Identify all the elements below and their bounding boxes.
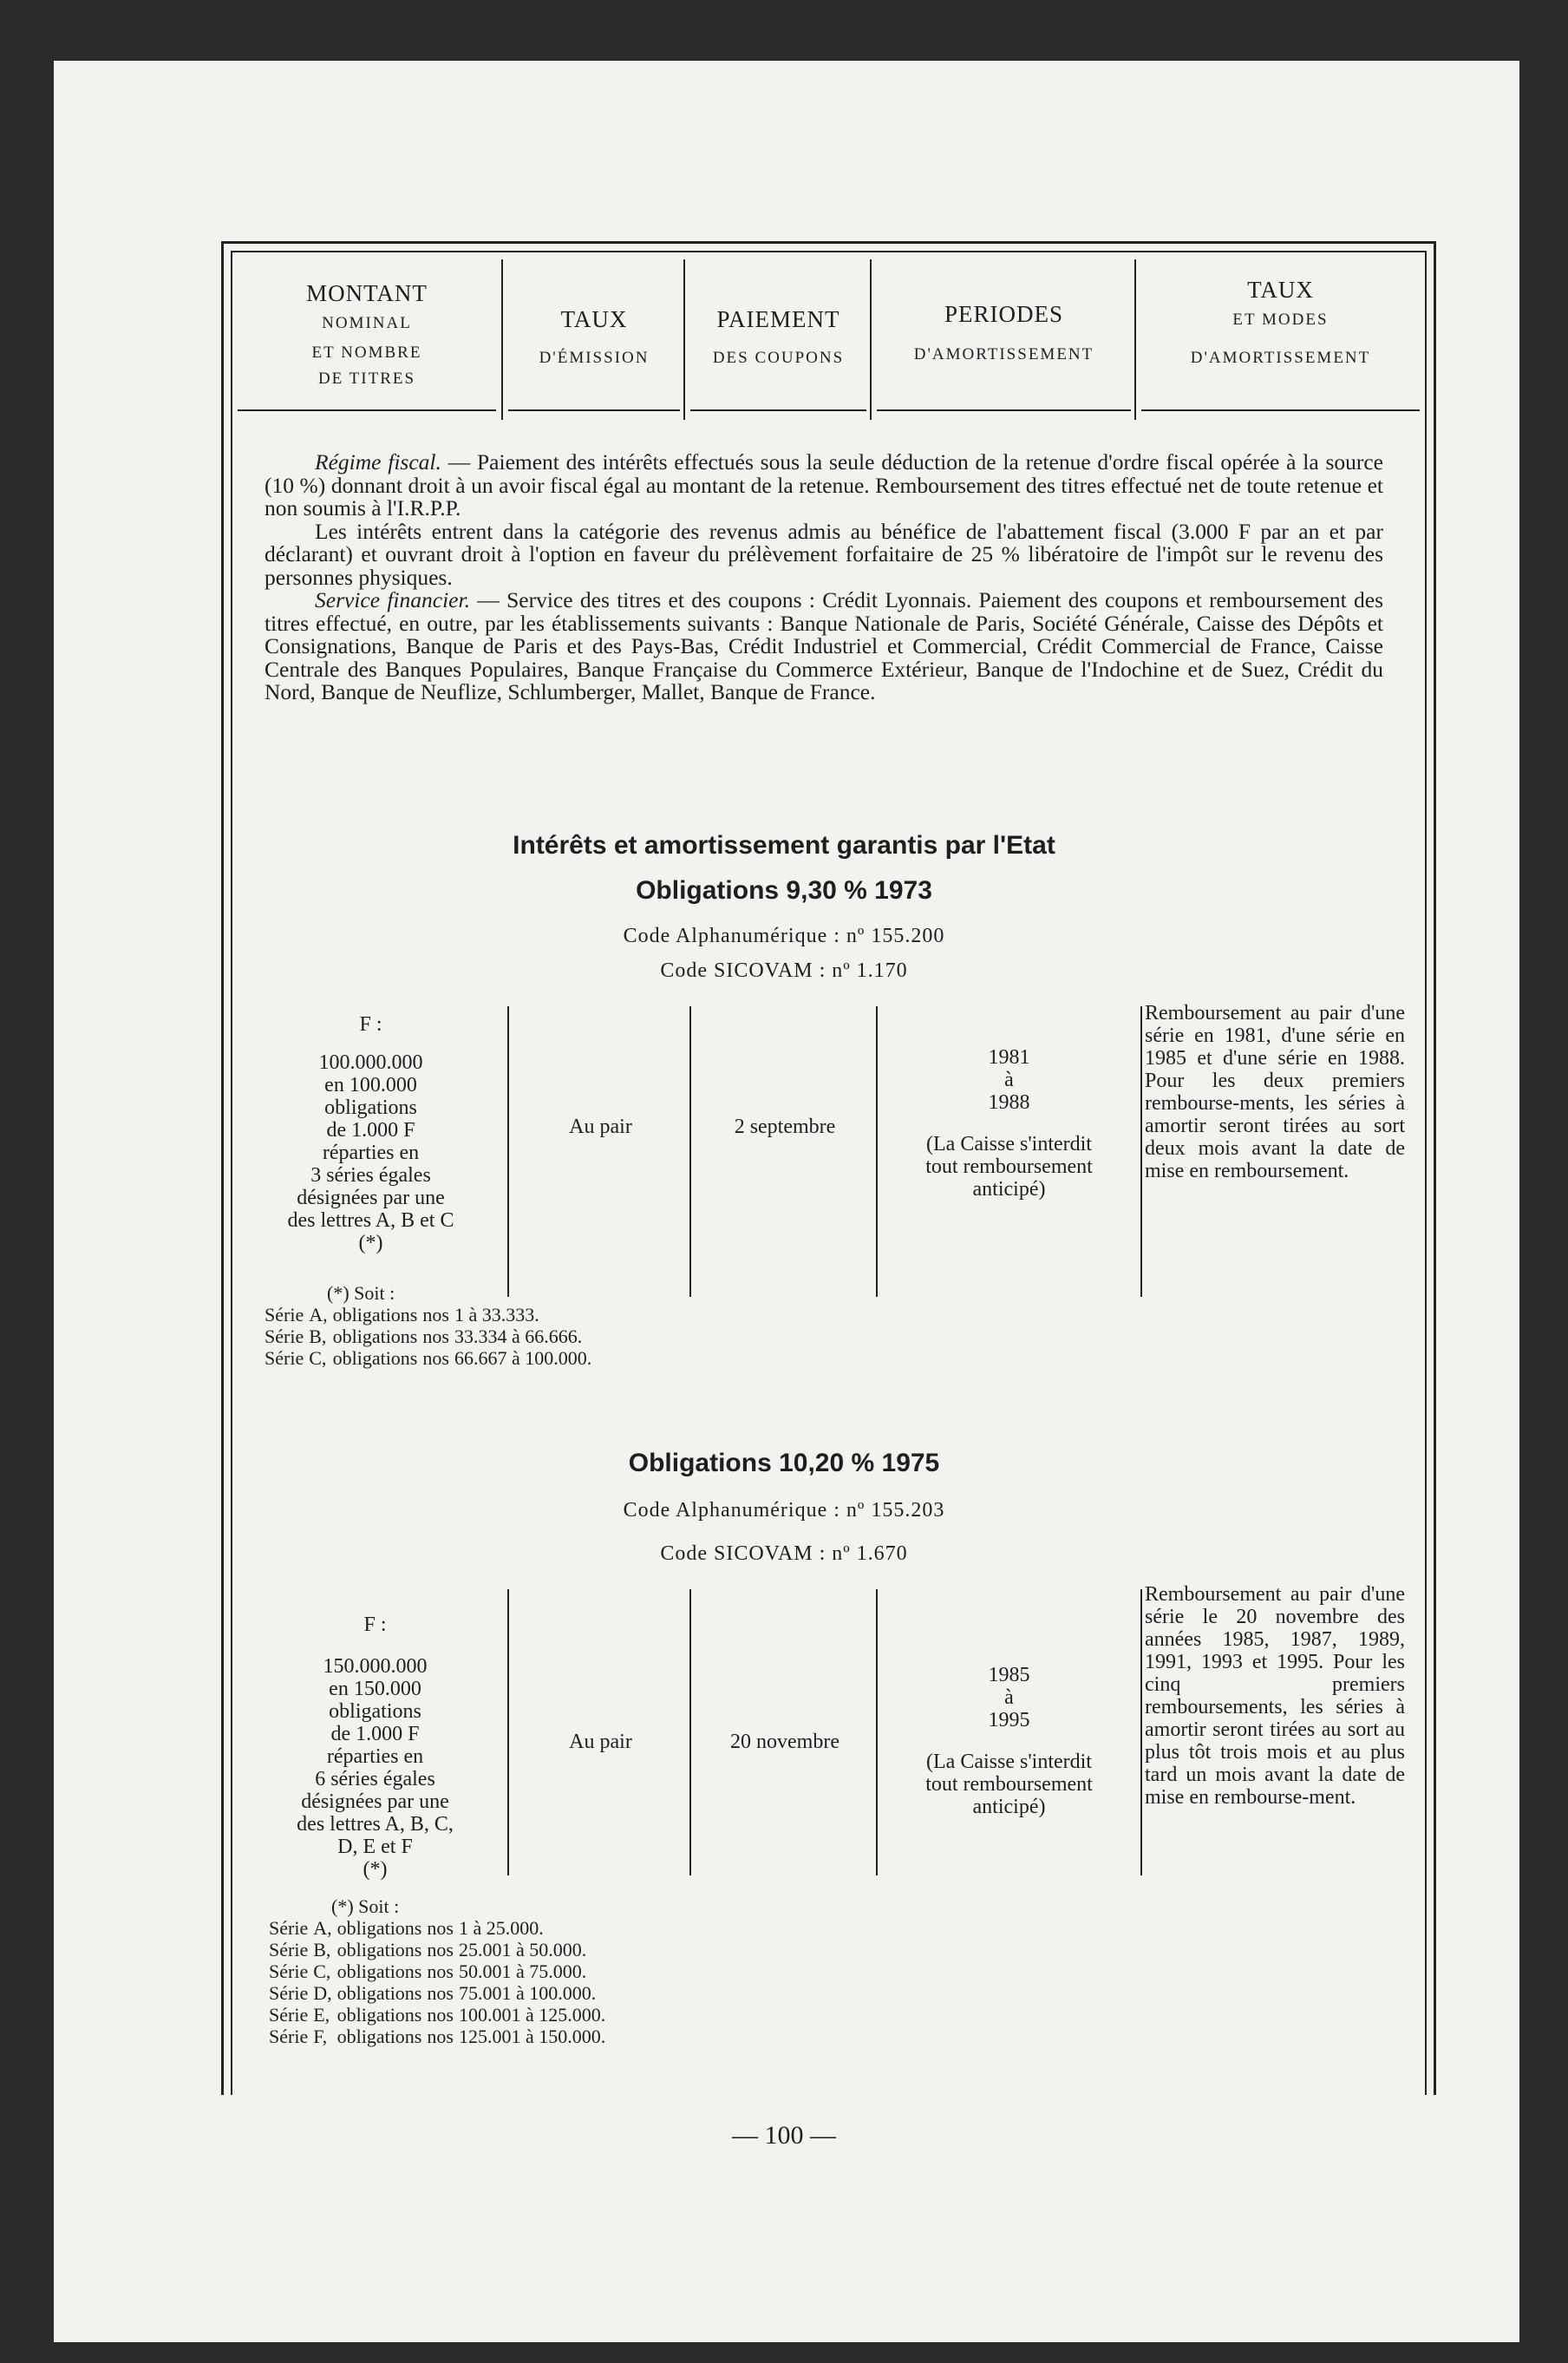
regime-line	[265, 451, 1383, 520]
regime-text1: — Paiement des intérêts effectués sous la seule déduction de la retenue d'ordre fiscal opérée à la source (10 %) donnant droit à un avoir fiscal égal au montant de la retenue. Remboursement des titres effectué net de toute retenue et non soumis à l'I.R.P.P.	[265, 449, 1383, 520]
notes-cell: 25.001 à 50.000.	[458, 1939, 587, 1960]
notes-cell: B,	[309, 1326, 327, 1347]
header-paiement-l1: PAIEMENT	[716, 306, 840, 332]
ob1975-notes-title: (*) Soit :	[331, 1895, 400, 1917]
table-row	[269, 1982, 611, 2004]
header-taux-l1: TAUX	[560, 306, 628, 332]
header-montant-l4: DE TITRES	[317, 370, 416, 388]
notes-cell: 125.001 à 150.000.	[458, 2026, 606, 2047]
header-rule	[508, 409, 680, 411]
section-title: Intérêts et amortissement garantis par l'Etat	[513, 831, 1055, 860]
column-divider	[689, 1589, 691, 1875]
ob1973-montant-line: des lettres A, B et C	[287, 1209, 454, 1232]
notes-cell: obligations	[336, 1960, 422, 1982]
header-periodes-l2: D'AMORTISSEMENT	[913, 345, 1094, 363]
notes-cell: Série	[269, 1917, 309, 1939]
ob1973-montant	[238, 1013, 503, 1254]
notes-cell: obligations	[332, 1304, 418, 1326]
notes-cell: Série	[269, 1939, 309, 1960]
ob1973-montant-line: en 100.000	[324, 1074, 417, 1096]
header-rule	[1141, 409, 1420, 411]
table-row	[269, 1960, 611, 1982]
ob1973-periodes-line: à	[1004, 1069, 1014, 1091]
ob1973-periodes	[878, 1046, 1140, 1201]
ob1975-periodes-line: tout remboursement	[925, 1773, 1093, 1796]
notes-cell: obligations	[336, 2026, 422, 2047]
regime-fiscal-paragraph	[265, 451, 1383, 704]
notes-cell: F,	[313, 2026, 328, 2047]
ob1973-code-alpha: Code Alphanumérique : nº 155.200	[623, 925, 945, 947]
ob1973-montant-line: réparties en	[322, 1142, 420, 1164]
column-divider	[507, 1589, 509, 1875]
column-divider	[1140, 1006, 1142, 1297]
notes-cell: E,	[313, 2004, 330, 2026]
ob1975-montant-line: (*)	[363, 1858, 388, 1881]
ob1975-montant-line: de 1.000 F	[330, 1723, 420, 1745]
ob1975-code-sicovam: Code SICOVAM : nº 1.670	[660, 1542, 908, 1565]
header-montant-l3: ET NOMBRE	[311, 344, 422, 362]
ob1973-montant-line: obligations	[324, 1096, 417, 1119]
page-number: — 100 —	[732, 2121, 836, 2150]
notes-cell: nos	[427, 1917, 454, 1939]
header-paiement	[683, 259, 872, 420]
column-divider	[689, 1006, 691, 1297]
notes-cell: Série	[265, 1304, 304, 1326]
ob1973-notes-title: (*) Soit :	[327, 1282, 395, 1304]
notes-cell: 100.001 à 125.000.	[458, 2004, 606, 2026]
notes-cell: A,	[313, 1917, 332, 1939]
table-row	[269, 2026, 611, 2047]
ob1975-montant-line: F :	[363, 1614, 387, 1636]
header-periodes-l1: PERIODES	[944, 301, 1063, 327]
notes-cell: nos	[427, 2004, 454, 2026]
notes-cell: D,	[313, 1982, 332, 2004]
notes-cell: obligations	[332, 1347, 418, 1369]
notes-cell: obligations	[336, 1917, 422, 1939]
ob1975-montant-line: obligations	[329, 1700, 421, 1723]
notes-cell: obligations	[336, 1939, 422, 1960]
notes-cell: nos	[427, 1982, 454, 2004]
service-text: — Service des titres et des coupons : Crédit Lyonnais. Paiement des coupons et remboursement des titres effectué, en outre, par les établissements suivants : Banque Nationale de Paris, Société Générale, Caisse des Dépôts et Consignations, Banque de Paris et des Pays-Bas, Crédit Industriel et Commercial, Crédit Commercial de France, Caisse Centrale des Banques Populaires, Banque Française du Commerce Extérieur, Banque de l'Indochine et de Suez, Crédit du Nord, Banque de Neuflize, Schlumberger, Mallet, Banque de France.	[265, 587, 1383, 704]
ob1973-periodes-line: (La Caisse s'interdit	[926, 1133, 1092, 1155]
column-divider	[507, 1006, 509, 1297]
regime-label: Régime fiscal.	[315, 449, 441, 475]
ob1975-notes-table	[269, 1917, 611, 2047]
ob1975-modes: Remboursement au pair d'une série le 20 novembre des années 1985, 1987, 1989, 1991, 1993 et 1995. Pour les cinq premiers remboursements, les séries à amortir seront tirées au sort au plus tôt trois mois et au plus tard un mois avant la date de mise en rembourse-ment.	[1145, 1583, 1405, 1809]
notes-cell: C,	[309, 1347, 327, 1369]
notes-cell: A,	[309, 1304, 328, 1326]
notes-cell: 66.667 à 100.000.	[454, 1347, 592, 1369]
notes-cell: obligations	[332, 1326, 418, 1347]
ob1973-montant-line: 100.000.000	[318, 1051, 423, 1074]
ob1973-periodes-line: 1988	[988, 1091, 1030, 1114]
ob1973-modes: Remboursement au pair d'une série en 1981, d'une série en 1985 et d'une série en 1988. Pour les deux premiers rembourse-ments, les séries à amortir seront tirées au sort deux mois avant la date de mise en remboursement.	[1145, 1002, 1405, 1182]
ob1973-montant-line: désignées par une	[297, 1187, 445, 1209]
ob1973-notes	[265, 1282, 597, 1369]
header-modes-l3: D'AMORTISSEMENT	[1190, 349, 1371, 367]
ob1973-montant-line: (*)	[358, 1232, 383, 1254]
notes-cell: nos	[422, 1326, 449, 1347]
ob1973-montant-line: 3 séries égales	[310, 1164, 431, 1187]
ob1975-periodes	[878, 1664, 1140, 1818]
notes-cell: Série	[269, 1960, 309, 1982]
ob1975-code-alpha: Code Alphanumérique : nº 155.203	[623, 1499, 945, 1522]
notes-cell: nos	[427, 2026, 454, 2047]
notes-cell: nos	[422, 1347, 449, 1369]
table-row	[269, 2004, 611, 2026]
header-modes	[1134, 259, 1425, 420]
ob1973-notes-table	[265, 1304, 597, 1369]
notes-cell: nos	[427, 1960, 454, 1982]
service-label: Service financier.	[315, 587, 470, 612]
notes-cell: 33.334 à 66.666.	[454, 1326, 583, 1347]
notes-cell: nos	[422, 1304, 449, 1326]
header-montant-l1: MONTANT	[306, 280, 428, 306]
notes-cell: 50.001 à 75.000.	[458, 1960, 587, 1982]
ob1973-coupons: 2 septembre	[734, 1116, 836, 1138]
ob1975-montant-line: 150.000.000	[323, 1655, 428, 1678]
ob1975-montant-line: désignées par une	[301, 1790, 449, 1813]
notes-cell: Série	[269, 1982, 309, 2004]
notes-cell: nos	[427, 1939, 454, 1960]
notes-cell: 75.001 à 100.000.	[458, 1982, 597, 2004]
service-line	[265, 589, 1383, 704]
header-montant	[232, 259, 501, 420]
header-montant-l2: NOMINAL	[322, 314, 412, 332]
ob1975-periodes-line: à	[1004, 1686, 1014, 1709]
table-row	[265, 1326, 597, 1347]
ob1975-montant-line: des lettres A, B, C,	[297, 1813, 454, 1836]
ob1973-periodes-line: tout remboursement	[925, 1155, 1093, 1178]
ob1975-periodes-line: 1995	[988, 1709, 1030, 1731]
ob1973-code-sicovam: Code SICOVAM : nº 1.170	[660, 959, 908, 982]
header-modes-l2: ET MODES	[1232, 311, 1329, 329]
ob1973-title: Obligations 9,30 % 1973	[636, 876, 932, 905]
table-row	[265, 1304, 597, 1326]
notes-cell: 1 à 25.000.	[458, 1917, 544, 1939]
table-row	[265, 1347, 597, 1369]
ob1975-notes	[269, 1895, 611, 2047]
header-rule	[877, 409, 1131, 411]
table-row	[269, 1917, 611, 1939]
ob1975-montant-line: en 150.000	[329, 1678, 421, 1700]
ob1975-montant	[243, 1614, 507, 1881]
ob1973-periodes-line: 1981	[988, 1046, 1030, 1069]
ob1975-periodes-line: 1985	[988, 1664, 1030, 1686]
column-divider	[1140, 1589, 1142, 1875]
notes-cell: Série	[265, 1347, 304, 1369]
header-taux-emission	[501, 259, 685, 420]
ob1975-coupons: 20 novembre	[730, 1731, 840, 1753]
header-rule	[238, 409, 496, 411]
regime-text2: Les intérêts entrent dans la catégorie des revenus admis au bénéfice de l'abattement fiscal (3.000 F par an et par déclarant) et ouvrant droit à l'option en faveur du prélèvement forfaitaire de 25 % libératoire de l'impôt sur le revenu des personnes physiques.	[265, 518, 1383, 590]
ob1975-periodes-line: anticipé)	[972, 1796, 1046, 1818]
ob1973-montant-line: F :	[359, 1013, 382, 1036]
ob1975-periodes-line: (La Caisse s'interdit	[926, 1751, 1092, 1773]
ob1975-montant-line: réparties en	[326, 1745, 424, 1768]
notes-cell: Série	[269, 2004, 309, 2026]
ob1973-periodes-line: anticipé)	[972, 1178, 1046, 1201]
header-paiement-l2: DES COUPONS	[712, 349, 845, 367]
header-modes-l1: TAUX	[1247, 277, 1314, 303]
header-rule	[690, 409, 866, 411]
notes-cell: obligations	[336, 1982, 422, 2004]
notes-cell: obligations	[336, 2004, 422, 2026]
notes-cell: 1 à 33.333.	[454, 1304, 539, 1326]
ob1973-montant-line: de 1.000 F	[326, 1119, 415, 1142]
header-periodes	[870, 259, 1136, 420]
notes-cell: Série	[265, 1326, 304, 1347]
ob1975-montant-line: D, E et F	[337, 1836, 413, 1858]
notes-cell: C,	[313, 1960, 331, 1982]
ob1975-taux: Au pair	[569, 1731, 632, 1753]
notes-cell: B,	[313, 1939, 331, 1960]
ob1975-montant-line: 6 séries égales	[315, 1768, 435, 1790]
notes-cell: Série	[269, 2026, 309, 2047]
table-header	[232, 259, 1425, 420]
header-taux-l2: D'ÉMISSION	[539, 349, 650, 367]
ob1975-title: Obligations 10,20 % 1975	[628, 1449, 940, 1477]
table-row	[269, 1939, 611, 1960]
ob1973-taux: Au pair	[569, 1116, 632, 1138]
